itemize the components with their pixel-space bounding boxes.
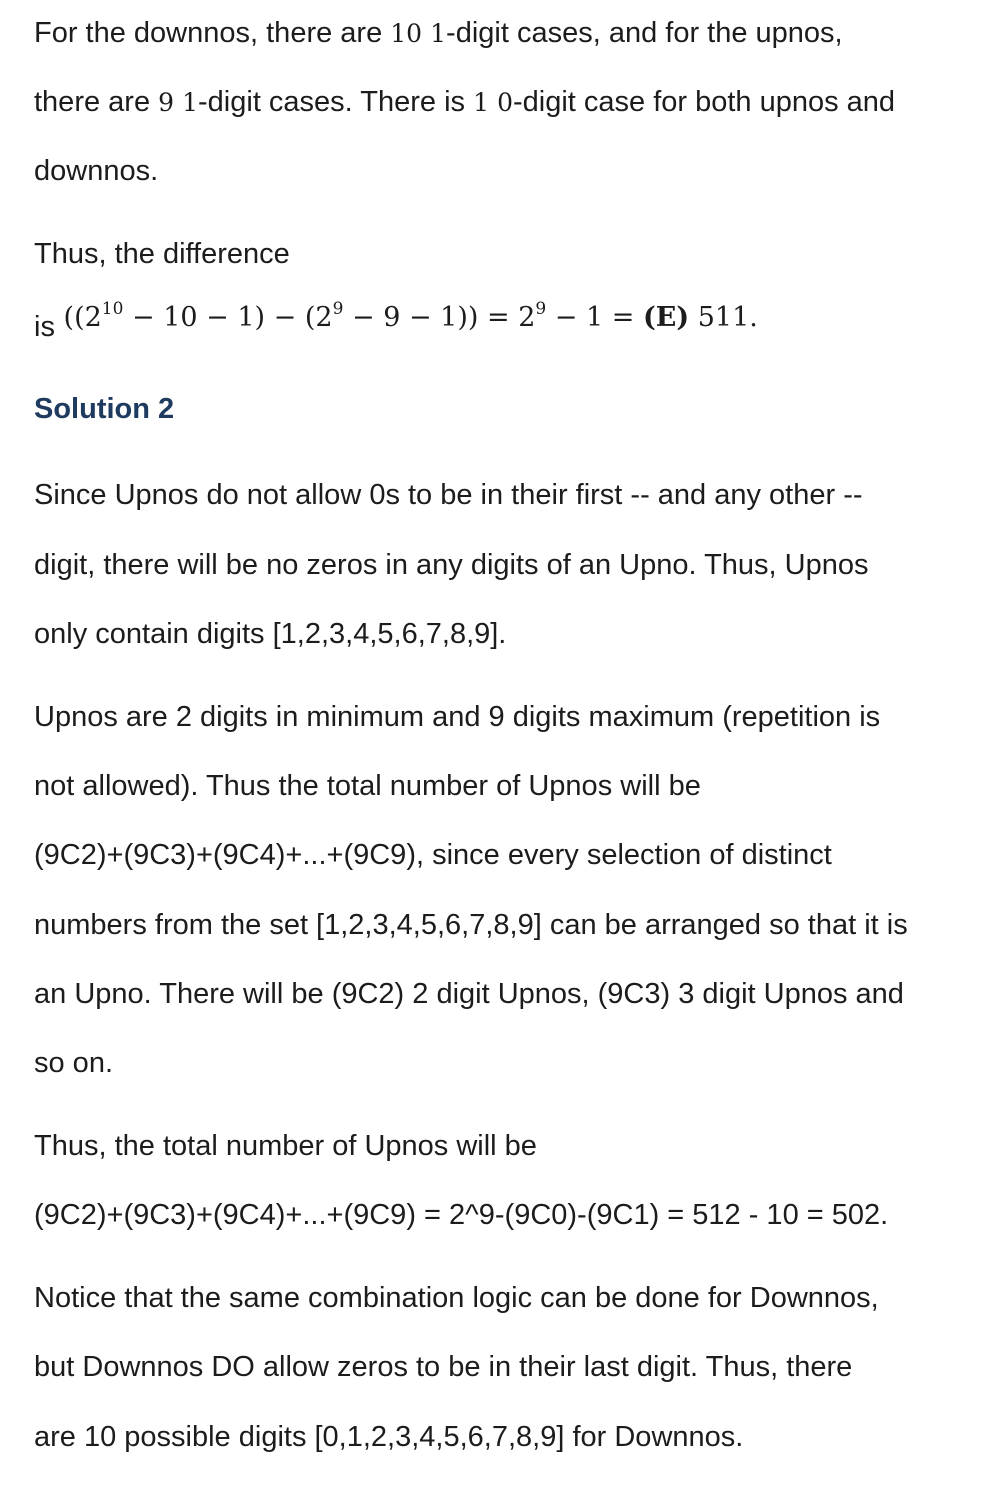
text-line: only contain digits [1,2,3,4,5,6,7,8,9]. — [34, 618, 507, 650]
math-number: 0 — [497, 88, 513, 117]
text-line: but Downnos DO allow zeros to be in their last digit. Thus, there — [34, 1351, 853, 1383]
text-line: numbers from the set [1,2,3,4,5,6,7,8,9] can be arranged so that it is — [34, 909, 908, 941]
math-number: 9 — [158, 88, 175, 117]
math-part: ((2 — [63, 302, 102, 333]
answer-choice: (E) — [642, 302, 690, 333]
text-span: -digit case for both upnos and — [512, 86, 896, 118]
text-span: is — [34, 311, 55, 343]
text-line — [34, 85, 895, 120]
text-line: Upnos are 2 digits in minimum and 9 digits maximum (repetition is — [34, 701, 881, 733]
text-line: digit, there will be no zeros in any digits of an Upno. Thus, Upnos — [34, 549, 869, 581]
section-heading: Solution 2 — [34, 393, 175, 425]
math-part: − 9 − 1)) = 2 — [343, 302, 536, 333]
math-number: 1 — [430, 19, 447, 48]
text-span: -digit cases, and for the upnos, — [446, 17, 843, 49]
text-line: Thus, the total number of Upnos will be — [34, 1130, 537, 1162]
math-number: 1 — [473, 88, 489, 117]
math-equation — [34, 299, 758, 343]
text-line: (9C2)+(9C3)+(9C4)+...+(9C9), since every selection of distinct — [34, 839, 832, 871]
math-number: 10 — [390, 19, 423, 48]
text-span: For the downnos, there are — [34, 17, 391, 49]
math-exponent: 9 — [332, 299, 344, 319]
math-exponent: 10 — [101, 299, 124, 319]
text-line: not allowed). Thus the total number of Upnos will be — [34, 770, 701, 802]
text-span: -digit cases. There is — [198, 86, 474, 118]
math-exponent: 9 — [535, 299, 547, 319]
text-line: so on. — [34, 1047, 113, 1079]
text-line: Notice that the same combination logic can be done for Downnos, — [34, 1282, 879, 1314]
text-line — [34, 16, 843, 51]
math-part: 511. — [689, 302, 758, 333]
math-number: 1 — [182, 88, 199, 117]
text-line: Thus, the difference — [34, 238, 290, 270]
text-span: there are — [34, 86, 159, 118]
text-line: Since Upnos do not allow 0s to be in their first -- and any other -- — [34, 479, 863, 511]
text-line: (9C2)+(9C3)+(9C4)+...+(9C9) = 2^9-(9C0)-(9C1) = 512 - 10 = 502. — [34, 1199, 889, 1231]
text-line: downnos. — [34, 155, 159, 187]
text-line: an Upno. There will be (9C2) 2 digit Upnos, (9C3) 3 digit Upnos and — [34, 978, 904, 1010]
text-line: are 10 possible digits [0,1,2,3,4,5,6,7,8,9] for Downnos. — [34, 1421, 744, 1453]
math-part: − 1 = — [546, 302, 643, 333]
math-part: − 10 − 1) − (2 — [123, 302, 333, 333]
